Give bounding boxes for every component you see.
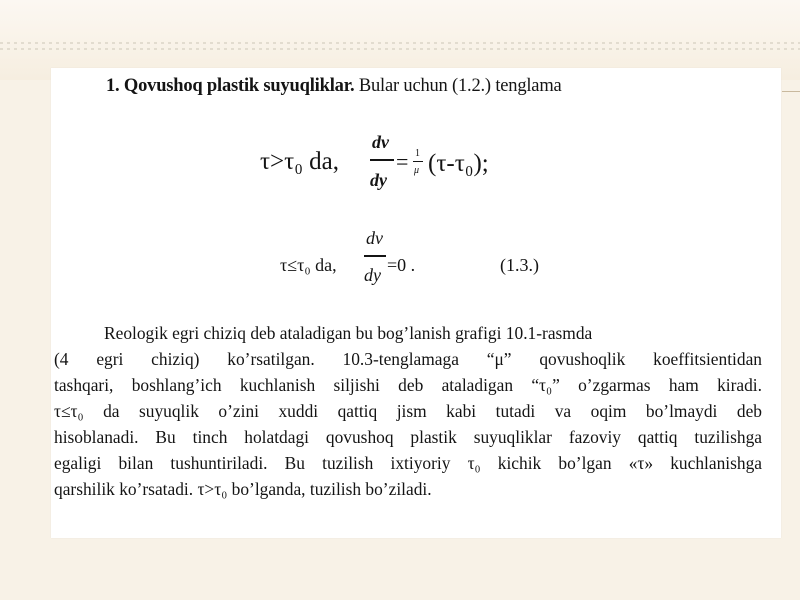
coefficient-numerator: 1 <box>415 148 420 159</box>
paragraph-line: (4 egri chiziq) ko’rsatilgan. 10.3-tenglamaga “μ” qovushoqlik koeffitsientidan <box>54 349 762 369</box>
formula1-right: (τ-τ₀); <box>428 150 489 177</box>
section-heading <box>106 76 562 97</box>
formula1-left: τ>τ₀ da, <box>260 148 340 175</box>
formula2-derivative <box>364 228 388 294</box>
fraction-bar <box>413 161 423 162</box>
coefficient-denominator: μ <box>414 165 420 176</box>
body-paragraph <box>54 320 762 502</box>
decorative-rule <box>782 91 800 92</box>
formula1-numerator: dv <box>372 132 389 152</box>
formula1-denominator: dy <box>370 170 387 190</box>
formula1-derivative <box>369 132 395 196</box>
page-content <box>51 68 781 538</box>
paragraph-line: tashqari, boshlang’ich kuchlanish siljishi deb ataladigan “τ₀” o’zgarmas ham kiradi. <box>54 375 762 395</box>
scanned-page <box>51 68 781 538</box>
fraction-bar <box>364 255 386 257</box>
heading-title: 1. Qovushoq plastik suyuqliklar. <box>106 76 355 96</box>
formula1-coefficient <box>413 148 425 188</box>
paragraph-line: Reologik egri chiziq deb ataladigan bu bog’lanish grafigi 10.1-rasmda <box>104 323 593 343</box>
heading-text: Bular uchun (1.2.) tenglama <box>354 76 562 96</box>
formula1-equals: = <box>396 149 409 174</box>
formula2-denominator: dy <box>364 265 381 285</box>
fraction-bar <box>370 159 394 161</box>
formula2-right: =0 . <box>387 255 416 275</box>
decorative-stripe <box>0 48 800 50</box>
paragraph-line: egaligi bilan tushuntiriladi. Bu tuzilish ixtiyoriy τ₀ kichik bo’lgan «τ» kuchlanishga <box>54 453 762 473</box>
paragraph-line: hisoblanadi. Bu tinch holatdagi qovushoq plastik suyuqliklar fazoviy qattiq tuzilishga <box>54 427 762 447</box>
decorative-stripe <box>0 42 800 44</box>
formula2-left: τ≤τ₀ da, <box>280 255 337 275</box>
equation-number: (1.3.) <box>500 255 539 275</box>
formula2-numerator: dv <box>366 228 383 248</box>
paragraph-line: qarshilik ko’rsatadi. τ>τ₀ bo’lganda, tuzilish bo’ziladi. <box>54 479 432 499</box>
paragraph-line: τ≤τ₀ da suyuqlik o’zini xuddi qattiq jism kabi tutadi va oqim bo’lmaydi deb <box>54 401 762 421</box>
